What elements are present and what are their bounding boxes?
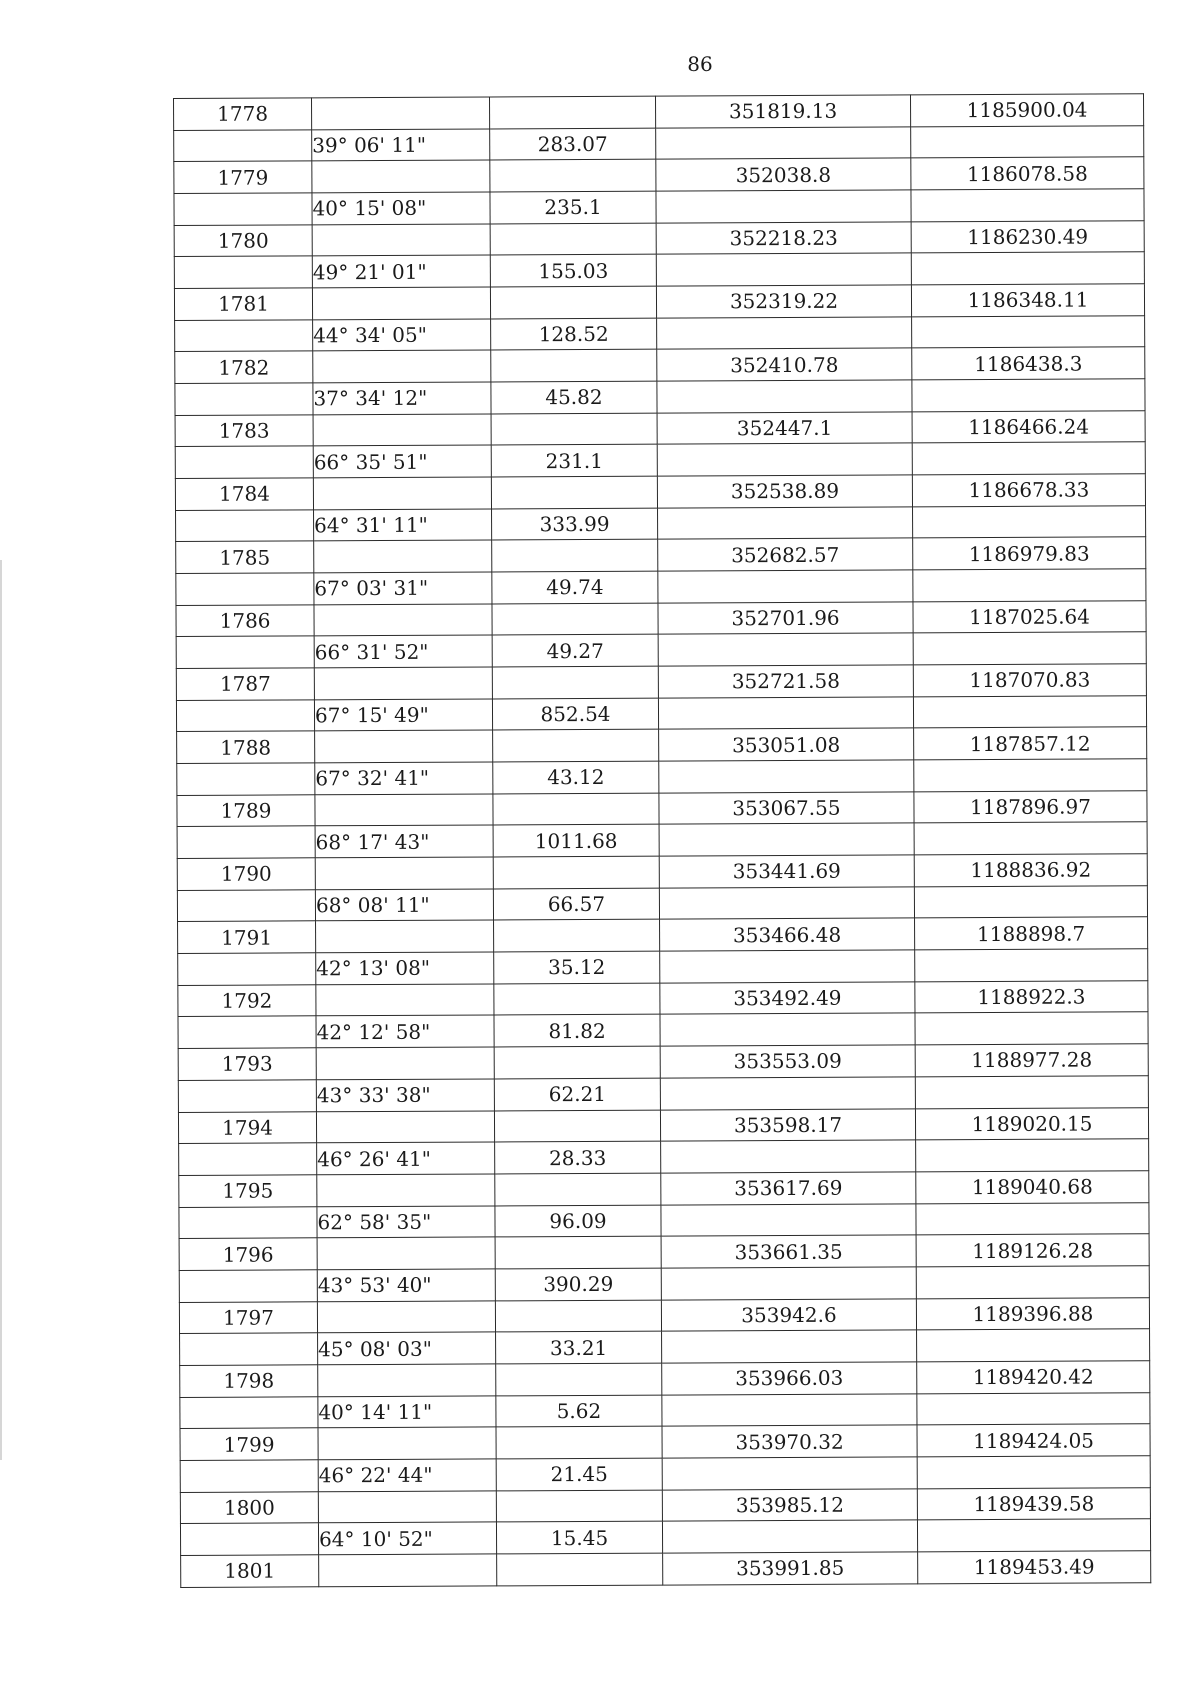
bearing-cell	[312, 224, 490, 257]
station-cell	[177, 890, 315, 922]
station-row	[177, 727, 1147, 763]
distance-cell	[490, 159, 656, 191]
distance-cell	[492, 540, 658, 572]
easting-cell: 353942.6	[661, 1298, 916, 1331]
station-row	[179, 1234, 1149, 1270]
distance-cell	[496, 1490, 662, 1522]
easting-cell: 353441.69	[659, 855, 914, 888]
northing-cell	[911, 252, 1144, 285]
easting-cell	[656, 253, 911, 286]
station-cell: 1779	[174, 161, 312, 193]
bearing-cell: 66° 35' 51"	[313, 445, 491, 478]
distance-cell	[494, 983, 660, 1015]
station-row	[181, 1551, 1151, 1588]
easting-cell	[659, 760, 914, 793]
bearing-cell	[315, 857, 493, 890]
bearing-cell	[316, 1047, 494, 1080]
bearing-cell: 44° 34' 05"	[313, 319, 491, 352]
distance-cell	[494, 1110, 660, 1142]
easting-cell	[658, 697, 913, 730]
distance-cell	[494, 920, 660, 952]
station-cell	[179, 1143, 317, 1175]
easting-cell: 352038.8	[656, 158, 911, 191]
distance-cell: 62.21	[494, 1078, 660, 1110]
leg-row	[178, 1012, 1148, 1048]
bearing-cell	[312, 97, 490, 130]
distance-cell: 96.09	[495, 1205, 661, 1237]
bearing-cell	[317, 1174, 495, 1207]
easting-cell	[661, 1140, 916, 1173]
northing-cell	[917, 1329, 1150, 1362]
northing-cell	[915, 949, 1148, 982]
bearing-cell	[318, 1364, 496, 1397]
distance-cell: 390.29	[495, 1268, 661, 1300]
station-cell	[176, 700, 314, 732]
easting-cell: 353492.49	[660, 982, 915, 1015]
station-cell	[179, 1270, 317, 1302]
station-cell: 1789	[177, 795, 315, 827]
leg-row	[177, 886, 1147, 922]
station-row	[176, 664, 1146, 700]
bearing-cell: 40° 15' 08"	[312, 192, 490, 225]
northing-cell	[916, 1266, 1149, 1299]
table-body	[174, 94, 1151, 1588]
station-row	[175, 347, 1145, 383]
northing-cell	[914, 886, 1147, 919]
distance-cell	[493, 793, 659, 825]
survey-traverse-table	[173, 93, 1151, 1588]
station-row	[177, 791, 1147, 827]
distance-cell: 35.12	[494, 951, 660, 983]
bearing-cell	[317, 1237, 495, 1270]
station-cell: 1787	[176, 668, 314, 700]
station-cell: 1798	[180, 1365, 318, 1397]
northing-cell	[914, 822, 1147, 855]
northing-cell: 1187857.12	[914, 727, 1147, 760]
bearing-cell	[313, 477, 491, 510]
distance-cell: 49.74	[492, 571, 658, 603]
leg-row	[177, 822, 1147, 858]
bearing-cell	[314, 540, 492, 573]
leg-row	[176, 696, 1146, 732]
bearing-cell	[316, 1110, 494, 1143]
northing-cell	[913, 569, 1146, 602]
station-row	[174, 94, 1144, 130]
northing-cell: 1189040.68	[916, 1171, 1149, 1204]
station-row	[180, 1361, 1150, 1397]
distance-cell	[492, 603, 658, 635]
easting-cell	[659, 823, 914, 856]
easting-cell: 352721.58	[658, 665, 913, 698]
station-cell: 1796	[179, 1238, 317, 1270]
station-cell: 1799	[180, 1428, 318, 1460]
bearing-cell: 67° 32' 41"	[315, 762, 493, 795]
easting-cell: 352538.89	[657, 475, 912, 508]
station-cell	[176, 636, 314, 668]
northing-cell: 1189424.05	[917, 1424, 1150, 1457]
easting-cell: 352447.1	[657, 412, 912, 445]
distance-cell: 5.62	[496, 1395, 662, 1427]
leg-row	[174, 252, 1144, 288]
northing-cell: 1185900.04	[910, 94, 1143, 127]
distance-cell: 283.07	[490, 128, 656, 160]
station-row	[180, 1424, 1150, 1460]
leg-row	[174, 189, 1144, 225]
distance-cell	[493, 856, 659, 888]
northing-cell: 1189420.42	[917, 1361, 1150, 1394]
easting-cell	[658, 570, 913, 603]
station-row	[176, 601, 1146, 637]
northing-cell: 1188922.3	[915, 981, 1148, 1014]
bearing-cell: 43° 53' 40"	[317, 1269, 495, 1302]
distance-cell	[495, 1173, 661, 1205]
distance-cell	[491, 413, 657, 445]
station-cell: 1781	[174, 288, 312, 320]
leg-row	[178, 1076, 1148, 1112]
easting-cell	[662, 1457, 917, 1490]
distance-cell	[495, 1300, 661, 1332]
station-cell	[176, 573, 314, 605]
northing-cell	[917, 1519, 1150, 1552]
station-cell	[175, 446, 313, 478]
northing-cell: 1189126.28	[916, 1234, 1149, 1267]
easting-cell	[657, 380, 912, 413]
easting-cell	[656, 127, 911, 160]
leg-row	[175, 379, 1145, 415]
bearing-cell	[315, 794, 493, 827]
northing-cell: 1189453.49	[918, 1551, 1151, 1584]
easting-cell: 353466.48	[660, 918, 915, 951]
leg-row	[176, 632, 1146, 668]
station-row	[180, 1487, 1150, 1523]
bearing-cell	[318, 1427, 496, 1460]
northing-cell	[916, 1202, 1149, 1235]
station-cell	[178, 1016, 316, 1048]
station-row	[175, 410, 1145, 446]
distance-cell	[493, 730, 659, 762]
leg-row	[175, 315, 1145, 351]
station-row	[175, 474, 1145, 510]
distance-cell: 28.33	[495, 1141, 661, 1173]
distance-cell: 81.82	[494, 1015, 660, 1047]
bearing-cell: 68° 08' 11"	[315, 889, 493, 922]
northing-cell: 1187896.97	[914, 791, 1147, 824]
easting-cell	[662, 1393, 917, 1426]
station-cell	[177, 763, 315, 795]
survey-table-container	[173, 93, 1150, 1588]
distance-cell: 155.03	[490, 254, 656, 286]
station-cell	[180, 1396, 318, 1428]
easting-cell: 352319.22	[656, 285, 911, 318]
easting-cell	[660, 1077, 915, 1110]
station-row	[178, 981, 1148, 1017]
distance-cell	[490, 286, 656, 318]
station-cell: 1800	[180, 1491, 318, 1523]
distance-cell: 1011.68	[493, 825, 659, 857]
distance-cell	[496, 1363, 662, 1395]
station-cell	[178, 1080, 316, 1112]
station-cell: 1797	[179, 1301, 317, 1333]
northing-cell: 1186466.24	[912, 410, 1145, 443]
distance-cell	[496, 1426, 662, 1458]
leg-row	[180, 1456, 1150, 1492]
bearing-cell: 42° 13' 08"	[316, 952, 494, 985]
northing-cell	[912, 315, 1145, 348]
northing-cell: 1186438.3	[912, 347, 1145, 380]
bearing-cell: 46° 22' 44"	[318, 1459, 496, 1492]
station-row	[178, 1044, 1148, 1080]
bearing-cell: 39° 06' 11"	[312, 129, 490, 162]
easting-cell	[660, 1013, 915, 1046]
station-cell	[180, 1523, 318, 1555]
leg-row	[179, 1139, 1149, 1175]
northing-cell	[917, 1392, 1150, 1425]
station-row	[177, 854, 1147, 890]
distance-cell: 15.45	[496, 1521, 662, 1553]
northing-cell	[912, 379, 1145, 412]
distance-cell: 33.21	[496, 1331, 662, 1363]
bearing-cell: 62° 58' 35"	[317, 1205, 495, 1238]
distance-cell: 49.27	[492, 635, 658, 667]
distance-cell: 128.52	[491, 318, 657, 350]
station-cell: 1782	[175, 351, 313, 383]
easting-cell: 353661.35	[661, 1235, 916, 1268]
leg-row	[176, 505, 1146, 541]
distance-cell	[489, 96, 655, 128]
easting-cell: 353985.12	[662, 1488, 917, 1521]
northing-cell	[917, 1456, 1150, 1489]
station-cell: 1801	[181, 1555, 319, 1588]
station-cell: 1790	[177, 858, 315, 890]
bearing-cell: 49° 21' 01"	[312, 255, 490, 288]
station-cell: 1780	[174, 225, 312, 257]
bearing-cell: 42° 12' 58"	[316, 1015, 494, 1048]
bearing-cell: 45° 08' 03"	[318, 1332, 496, 1365]
northing-cell: 1189020.15	[915, 1107, 1148, 1140]
northing-cell	[915, 1076, 1148, 1109]
station-row	[178, 917, 1148, 953]
easting-cell: 353617.69	[661, 1172, 916, 1205]
distance-cell: 231.1	[491, 445, 657, 477]
easting-cell: 353966.03	[662, 1362, 917, 1395]
easting-cell	[658, 633, 913, 666]
distance-cell: 43.12	[493, 761, 659, 793]
easting-cell: 353598.17	[660, 1108, 915, 1141]
bearing-cell: 64° 10' 52"	[318, 1522, 496, 1555]
easting-cell	[662, 1330, 917, 1363]
leg-row	[179, 1266, 1149, 1302]
leg-row	[174, 125, 1144, 161]
station-cell: 1778	[174, 98, 312, 130]
bearing-cell	[314, 604, 492, 637]
northing-cell: 1186078.58	[911, 157, 1144, 190]
northing-cell: 1189396.88	[916, 1297, 1149, 1330]
bearing-cell	[317, 1300, 495, 1333]
page-number: 86	[687, 52, 713, 76]
northing-cell: 1186979.83	[913, 537, 1146, 570]
northing-cell: 1186348.11	[911, 284, 1144, 317]
station-row	[174, 284, 1144, 320]
easting-cell: 352682.57	[658, 538, 913, 571]
station-cell: 1795	[179, 1175, 317, 1207]
bearing-cell	[316, 984, 494, 1017]
station-cell: 1785	[176, 541, 314, 573]
bearing-cell	[314, 667, 492, 700]
bearing-cell: 67° 15' 49"	[314, 699, 492, 732]
easting-cell	[660, 950, 915, 983]
distance-cell: 235.1	[490, 191, 656, 223]
easting-cell: 353051.08	[659, 728, 914, 761]
station-cell: 1786	[176, 605, 314, 637]
leg-row	[178, 949, 1148, 985]
station-cell: 1794	[178, 1111, 316, 1143]
easting-cell: 353553.09	[660, 1045, 915, 1078]
bearing-cell	[316, 920, 494, 953]
station-row	[179, 1171, 1149, 1207]
station-cell	[174, 193, 312, 225]
station-cell	[175, 320, 313, 352]
distance-cell	[497, 1553, 663, 1586]
easting-cell: 352410.78	[657, 348, 912, 381]
bearing-cell	[315, 730, 493, 763]
easting-cell	[661, 1267, 916, 1300]
northing-cell	[915, 1012, 1148, 1045]
station-cell	[175, 383, 313, 415]
easting-cell	[661, 1203, 916, 1236]
distance-cell	[495, 1236, 661, 1268]
easting-cell	[658, 507, 913, 540]
station-row	[174, 220, 1144, 256]
station-cell: 1783	[175, 415, 313, 447]
easting-cell: 353970.32	[662, 1425, 917, 1458]
distance-cell: 852.54	[492, 698, 658, 730]
station-cell: 1784	[175, 478, 313, 510]
distance-cell: 45.82	[491, 381, 657, 413]
easting-cell	[657, 317, 912, 350]
distance-cell	[492, 666, 658, 698]
northing-cell: 1188898.7	[915, 917, 1148, 950]
station-row	[179, 1297, 1149, 1333]
bearing-cell	[313, 414, 491, 447]
bearing-cell: 66° 31' 52"	[314, 635, 492, 668]
bearing-cell: 46° 26' 41"	[317, 1142, 495, 1175]
easting-cell	[657, 443, 912, 476]
bearing-cell: 40° 14' 11"	[318, 1395, 496, 1428]
distance-cell: 333.99	[492, 508, 658, 540]
northing-cell: 1186678.33	[912, 474, 1145, 507]
leg-row	[179, 1202, 1149, 1238]
bearing-cell	[312, 160, 490, 193]
leg-row	[180, 1392, 1150, 1428]
northing-cell: 1186230.49	[911, 220, 1144, 253]
station-row	[178, 1107, 1148, 1143]
distance-cell: 21.45	[496, 1458, 662, 1490]
station-cell	[179, 1206, 317, 1238]
easting-cell: 353991.85	[663, 1552, 918, 1585]
distance-cell	[491, 476, 657, 508]
station-cell	[176, 510, 314, 542]
northing-cell: 1188836.92	[914, 854, 1147, 887]
easting-cell	[656, 190, 911, 223]
station-row	[174, 157, 1144, 193]
easting-cell: 351819.13	[655, 95, 910, 128]
leg-row	[175, 442, 1145, 478]
leg-row	[180, 1519, 1150, 1555]
northing-cell	[912, 442, 1145, 475]
station-cell: 1793	[178, 1048, 316, 1080]
northing-cell	[913, 505, 1146, 538]
station-cell: 1788	[177, 731, 315, 763]
northing-cell	[914, 759, 1147, 792]
distance-cell	[494, 1046, 660, 1078]
easting-cell: 352701.96	[658, 602, 913, 635]
distance-cell: 66.57	[493, 888, 659, 920]
station-cell	[174, 256, 312, 288]
distance-cell	[490, 223, 656, 255]
bearing-cell: 64° 31' 11"	[314, 509, 492, 542]
northing-cell	[916, 1139, 1149, 1172]
northing-cell	[911, 125, 1144, 158]
distance-cell	[491, 350, 657, 382]
station-row	[176, 537, 1146, 573]
bearing-cell: 43° 33' 38"	[316, 1079, 494, 1112]
northing-cell: 1187070.83	[913, 664, 1146, 697]
leg-row	[176, 569, 1146, 605]
station-cell: 1791	[178, 921, 316, 953]
bearing-cell: 67° 03' 31"	[314, 572, 492, 605]
scan-edge-shadow	[0, 560, 2, 1460]
northing-cell	[913, 696, 1146, 729]
easting-cell	[659, 887, 914, 920]
bearing-cell	[312, 287, 490, 320]
easting-cell	[662, 1520, 917, 1553]
leg-row	[180, 1329, 1150, 1365]
northing-cell: 1188977.28	[915, 1044, 1148, 1077]
easting-cell: 352218.23	[656, 222, 911, 255]
northing-cell: 1189439.58	[917, 1487, 1150, 1520]
station-cell: 1792	[178, 985, 316, 1017]
station-cell	[174, 129, 312, 161]
northing-cell	[913, 632, 1146, 665]
bearing-cell	[319, 1554, 497, 1587]
northing-cell	[911, 189, 1144, 222]
bearing-cell	[318, 1490, 496, 1523]
leg-row	[177, 759, 1147, 795]
station-cell	[180, 1460, 318, 1492]
easting-cell: 353067.55	[659, 792, 914, 825]
station-cell	[180, 1333, 318, 1365]
station-cell	[178, 953, 316, 985]
bearing-cell: 37° 34' 12"	[313, 382, 491, 415]
bearing-cell: 68° 17' 43"	[315, 825, 493, 858]
northing-cell: 1187025.64	[913, 601, 1146, 634]
station-cell	[177, 826, 315, 858]
bearing-cell	[313, 350, 491, 383]
